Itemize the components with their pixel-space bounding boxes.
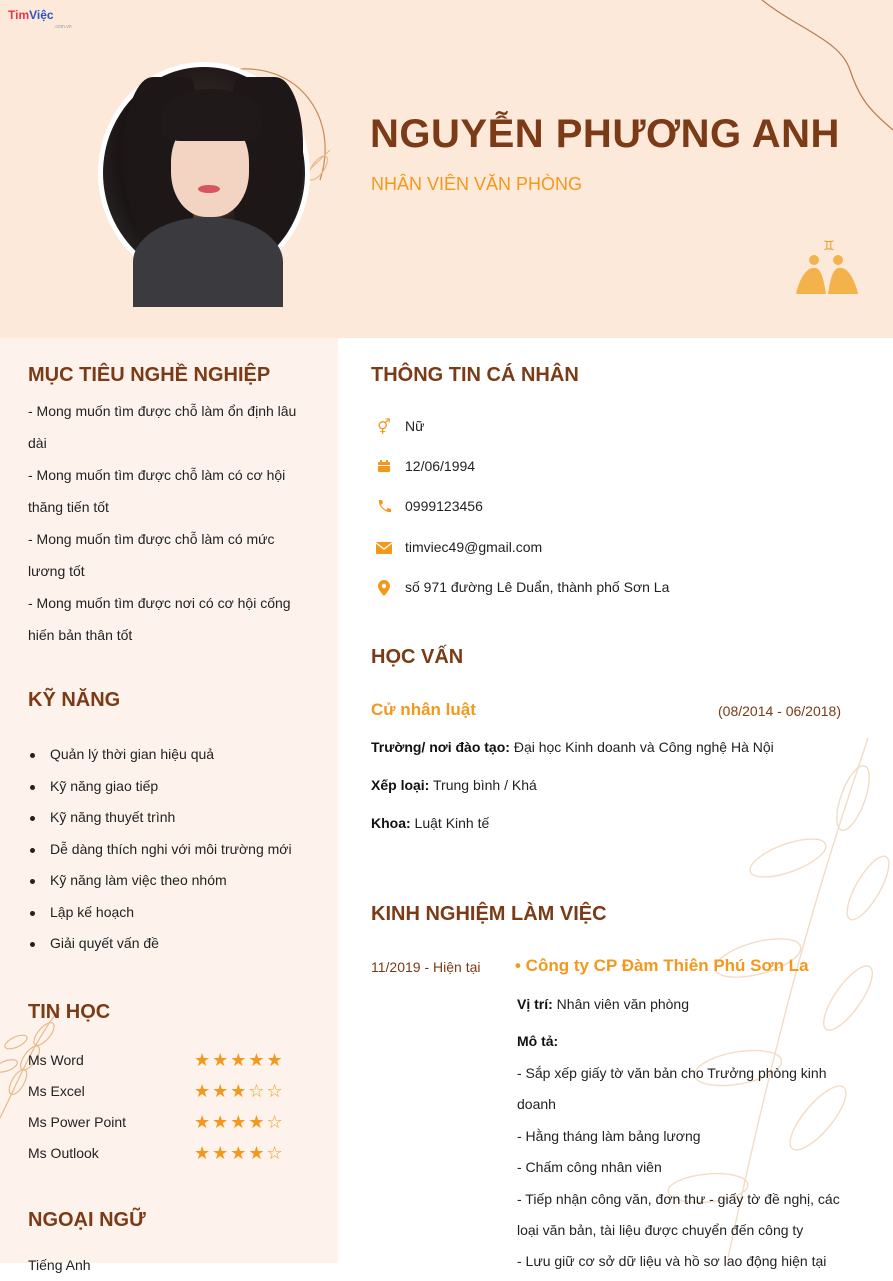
location-icon [374,577,394,597]
job-desc-line: - Chấm công nhân viên [517,1159,662,1175]
page-title: NGUYỄN PHƯƠNG ANH [370,112,840,156]
list-item: Dễ dàng thích nghi với môi trường mới [28,834,292,866]
position-value: Nhân viên văn phòng [552,996,689,1012]
skills-heading: KỸ NĂNG [28,689,121,711]
it-skill-name: Ms Outlook [28,1145,99,1161]
logo-text-a: Tim [8,8,30,22]
position-label: Vị trí: [517,996,553,1012]
star-rating: ★★★☆☆ [194,1081,285,1101]
star-rating: ★★★★☆ [194,1143,285,1163]
star-rating: ★★★★★ [194,1050,285,1070]
objective-line: dài [28,435,47,451]
list-item: Kỹ năng giao tiếp [28,771,292,803]
star-rating: ★★★★☆ [194,1112,285,1132]
experience-heading: KINH NGHIỆM LÀM VIỆC [371,903,607,925]
job-desc-line: - Hằng tháng làm bảng lương [517,1128,701,1144]
avatar-photo [98,62,310,284]
objective-heading: MỤC TIÊU NGHỀ NGHIỆP [28,364,271,386]
faculty-label: Khoa: [371,815,411,831]
list-item: Quản lý thời gian hiệu quả [28,739,292,771]
it-skill-name: Ms Power Point [28,1114,127,1130]
personal-heading: THÔNG TIN CÁ NHÂN [371,364,579,386]
phone-value: 0999123456 [405,498,483,514]
school-value: Đại học Kinh doanh và Công nghệ Hà Nội [509,739,774,755]
grade-value: Trung bình / Khá [429,777,537,793]
objective-line: thăng tiến tốt [28,499,109,515]
job-desc-label [517,1026,867,1057]
it-heading: TIN HỌC [28,1001,111,1023]
list-item: Giải quyết vấn đề [28,928,292,960]
objective-line: lương tốt [28,563,85,579]
education-school [371,739,774,755]
education-grade [371,777,537,793]
phone-icon [374,496,394,516]
list-item: Kỹ năng làm việc theo nhóm [28,865,292,897]
education-faculty [371,815,489,831]
language-name: Tiếng Anh [28,1257,91,1273]
job-desc-line: - Tiếp nhận công văn, đơn thư - giấy tờ đề nghị, các [517,1191,840,1207]
it-skill-row [28,1045,318,1076]
address-value: số 971 đường Lê Duẩn, thành phố Sơn La [405,579,670,595]
job-desc-line: doanh [517,1096,556,1112]
degree-title: Cử nhân luật [371,700,476,719]
it-skill-row [28,1138,318,1169]
job-position [517,989,867,1020]
gender-value: Nữ [405,418,425,434]
job-title: NHÂN VIÊN VĂN PHÒNG [371,174,583,194]
calendar-icon [374,456,394,476]
gemini-icon [792,236,862,298]
objective-text [28,395,296,651]
objective-line: - Mong muốn tìm được nơi có cơ hội cống [28,595,291,611]
svg-text:♊: ♊ [823,239,835,254]
desc-label: Mô tả: [517,1033,559,1049]
education-heading: HỌC VẤN [371,646,464,668]
list-item: Lập kế hoạch [28,897,292,929]
job-company: • Công ty CP Đàm Thiên Phú Sơn La [515,956,809,975]
email-value: timviec49@gmail.com [405,539,543,555]
it-skill-row [28,1076,318,1107]
objective-line: hiến bản thân tốt [28,627,133,643]
education-period: (08/2014 - 06/2018) [718,703,841,719]
grade-label: Xếp loại: [371,777,430,793]
it-skill-name: Ms Word [28,1052,84,1068]
logo [8,8,72,30]
skills-list [28,739,292,960]
objective-line: - Mong muốn tìm được chỗ làm có cơ hội [28,467,286,483]
dob-value: 12/06/1994 [405,458,476,474]
mail-icon [374,537,394,557]
school-label: Trường/ nơi đào tạo: [371,739,510,755]
job-desc-line: - Sắp xếp giấy tờ văn bản cho Trưởng phòng kinh [517,1065,827,1081]
header [0,0,893,338]
gender-icon: ⚥ [377,419,391,436]
list-item: Kỹ năng thuyết trình [28,802,292,834]
job-desc-line: - Lưu giữ cơ sở dữ liệu và hồ sơ lao động hiện tại [517,1253,827,1269]
job-desc-line: loại văn bản, tài liệu được chuyển đến công ty [517,1222,804,1238]
job-period: 11/2019 - Hiện tại [371,959,481,975]
objective-line: - Mong muốn tìm được chỗ làm ổn định lâu [28,403,297,419]
objective-line: - Mong muốn tìm được chỗ làm có mức [28,531,275,547]
faculty-value: Luật Kinh tế [410,815,490,831]
it-skill-row [28,1107,318,1138]
logo-sub: .com.vn [54,24,72,30]
languages-heading: NGOẠI NGỮ [28,1209,146,1231]
language-row [28,1250,318,1281]
logo-text-b: Việc [29,8,54,22]
it-skill-name: Ms Excel [28,1083,85,1099]
avatar [98,62,310,284]
